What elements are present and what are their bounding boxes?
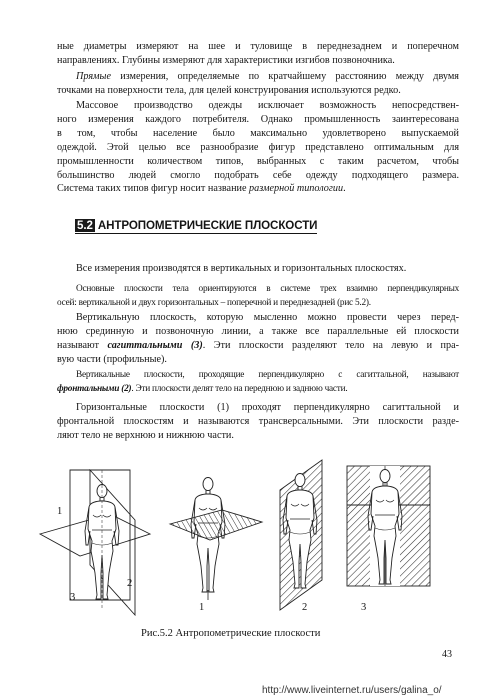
section-title: АНТРОПОМЕТРИЧЕСКИЕ ПЛОСКОСТИ [97, 219, 318, 232]
text-fragment: . Эти плоскости делят тело на переднюю и заднюю части. [131, 383, 348, 394]
text-line: точками на поверхности тела, для целей конструирования используются редко. [57, 84, 401, 96]
figure-label-2: 2 [127, 578, 133, 589]
figure-caption: Рис.5.2 Антропометрические плоскости [141, 628, 321, 639]
text-line: ного измерения каждого потребителя. Однако промышленность заинтересована [57, 113, 459, 125]
section-number: 5.2 [77, 219, 93, 232]
text-line: ные диаметры измеряют на шее и туловище в переднезаднем и поперечном [57, 41, 459, 52]
text-fragment: . [343, 183, 346, 195]
caption-number-3: 3 [361, 602, 367, 613]
term-direct: Прямые [76, 71, 111, 82]
text-line: осей: вертикальной и двух горизонтальных – поперечной и переднезадней (рис 5.2). [57, 297, 371, 308]
text-line: нюю срединную и позвоночную линии, а также все параллельные ей плоскости [57, 325, 459, 337]
caption-number-2: 2 [302, 602, 308, 613]
text-line: вую части (профильные). [57, 353, 167, 365]
text-line: Вертикальную плоскость, которую мысленно можно провести через перед- [76, 312, 459, 323]
text-fragment: . Эти плоскости разделяют тело на левую и пра- [202, 339, 460, 351]
term-frontal: фронтальными (2) [57, 383, 132, 394]
text-fragment: измерения, определяемые по кратчайшему расстоянию между двумя [110, 71, 459, 82]
text-line: большинство людей смогло подобрать себе одежду подходящего размера. [57, 169, 459, 181]
text-line: промышленности количеством типов, выбранных с таким расчетом, чтобы [57, 155, 459, 167]
page-number: 43 [442, 649, 452, 660]
figure-horizontal-plane [170, 478, 262, 601]
caption-number-1: 1 [199, 602, 205, 613]
text-line: Горизонтальные плоскости (1) проходят перпендикулярно сагиттальной и [76, 402, 459, 413]
figure-sagittal-plane [347, 466, 430, 586]
text-fragment: называют [57, 339, 108, 351]
text-line: Массовое производство одежды исключает возможность непосредствен- [76, 100, 459, 111]
text-line: фронтальной плоскостям и называются трансверсальными. Эти плоскости разде- [57, 415, 459, 427]
text-line: Вертикальные плоскости, проходящие перпендикулярно с сагиттальной, называют [76, 370, 459, 380]
figure-combined-planes [40, 470, 150, 615]
text-line: ляют тело не верхнюю и нижнюю части. [57, 429, 234, 441]
term-sagittal: сагиттальными (3) [107, 339, 203, 351]
watermark-url: http://www.liveinternet.ru/users/galina_o/ [262, 685, 442, 696]
text-line: в том, чтобы население было максимально удовлетворено выпускаемой [57, 127, 459, 139]
text-line: Основные плоскости тела ориентируются в системе трех взаимно перпендикулярных [76, 284, 459, 294]
text-line: Все измерения производятся в вертикальных и горизонтальных плоскостях. [76, 263, 407, 274]
term-size-typology: размерной типологии [249, 183, 344, 195]
text-line: одеждой. Этой целью все разнообразие фигур представлено оптимальным для [57, 141, 459, 153]
text-line: направлениях. Глубины измеряют для характеристики изгибов позвоночника. [57, 54, 395, 66]
text-fragment: Система таких типов фигур носит название [57, 183, 250, 195]
figure-frontal-plane [280, 460, 322, 610]
figure-label-1: 1 [57, 506, 63, 517]
figure-label-3: 3 [70, 592, 76, 603]
